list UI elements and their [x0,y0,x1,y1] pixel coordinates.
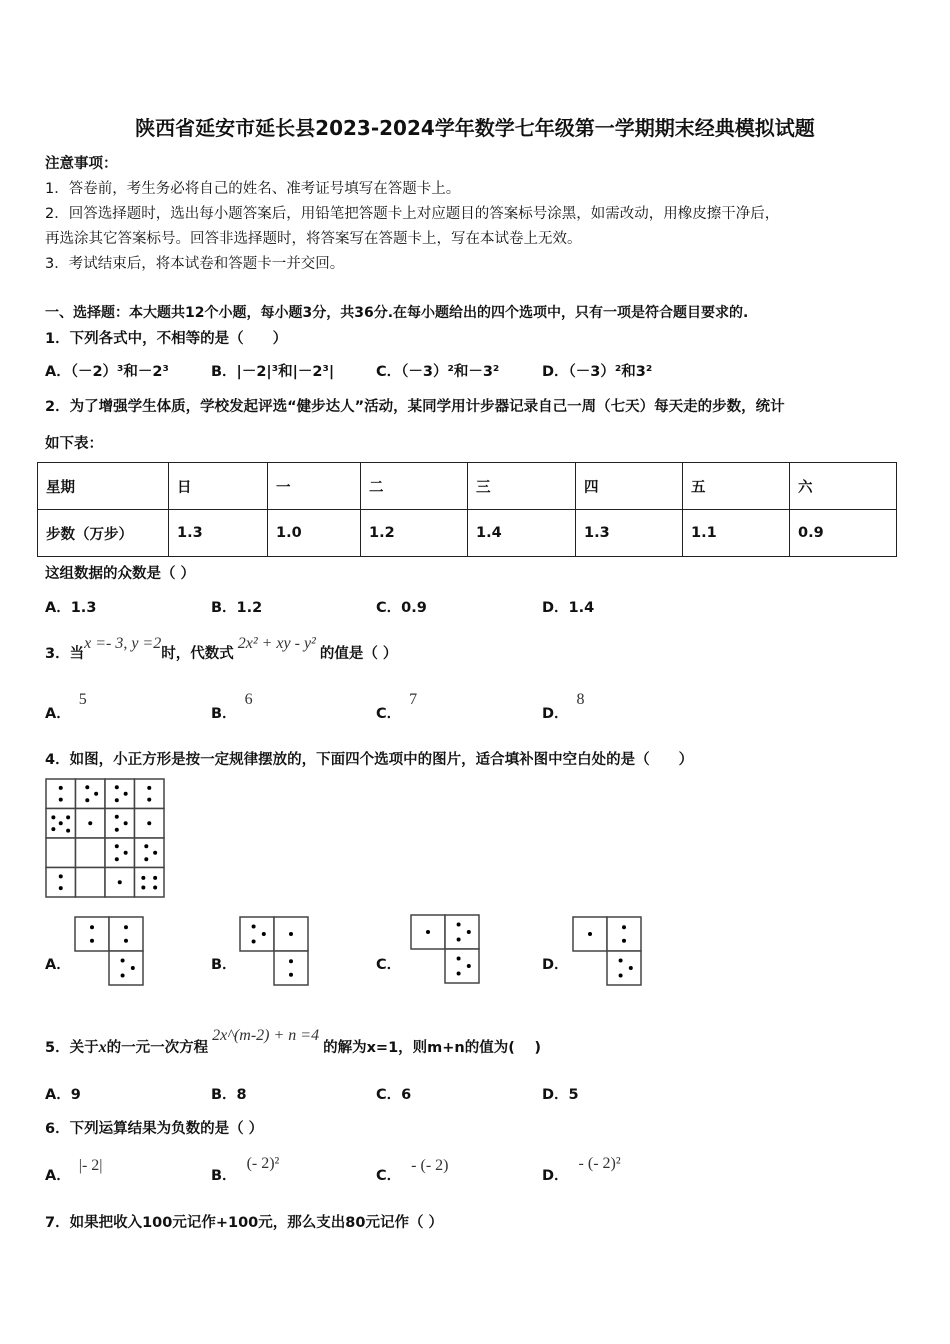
dot-cell [135,868,165,898]
dot [121,973,125,977]
dot [94,792,98,796]
dot [85,798,89,802]
dot-cell [445,949,479,983]
dot-cell [105,838,135,868]
q1-option-b: B．|－2|³和|－2³| [211,364,335,380]
table-cell: 日 [169,463,268,510]
notes-heading: 注意事项： [45,156,118,172]
dot [622,925,626,929]
dot [457,957,461,961]
q4-option-b-figure [239,916,311,988]
dot-cell [105,779,135,809]
q6-option-c: C．- (- 2) [376,1157,449,1184]
q3-mid: 时，代数式 [161,646,234,662]
q2-question: 这组数据的众数是（ ） [45,566,196,582]
q3-suffix: 的值是（ ） [319,646,398,662]
dot [141,876,145,880]
dot [124,792,128,796]
dot [252,939,256,943]
q5-option-a: A．9 [45,1087,81,1103]
dot [457,937,461,941]
dot [124,925,128,929]
dot-cell [109,951,143,985]
table-cell: 步数（万步） [38,510,169,557]
q6-option-b: B．(- 2)² [211,1155,280,1184]
table-cell: 1.0 [268,510,361,557]
q1-option-a: A．（－2）³和－2³ [45,364,169,380]
dot [252,925,256,929]
dot [124,939,128,943]
dot [144,844,148,848]
dot [59,874,63,878]
dot [66,815,70,819]
note-item: 再选涂其它答案标号。回答非选择题时，将答案写在答题卡上，写在本试卷上无效。 [45,231,582,247]
dot [147,821,151,825]
q3-option-b: B．6 [211,691,253,722]
q3-expression: 2x² + xy - y² [237,635,316,652]
q2-option-c: C．0.9 [376,600,427,616]
page-title: 陕西省延安市延长县2023-2024学年数学七年级第一学期期末经典模拟试题 [135,116,815,140]
dot [90,939,94,943]
dot [115,857,119,861]
dot [457,923,461,927]
dot [59,798,63,802]
q6-option-a: A．|- 2| [45,1157,103,1184]
dot [59,821,63,825]
dot [131,966,135,970]
dot-cell [75,917,109,951]
dot [153,876,157,880]
table-cell: 1.2 [361,510,468,557]
dot [88,821,92,825]
table-cell: 1.1 [683,510,790,557]
q5-option-b: B．8 [211,1087,247,1103]
dot [90,925,94,929]
dot-cell [135,779,165,809]
table-row [38,463,897,510]
dot [115,815,119,819]
dot-cell [135,838,165,868]
q7-stem: 7．如果把收入100元记作+100元，那么支出80元记作（ ） [45,1215,443,1231]
q6-stem: 6．下列运算结果为负数的是（ ） [45,1121,264,1137]
q2-option-b: B．1.2 [211,600,263,616]
q3-stem [45,635,398,663]
dot [147,786,151,790]
q4-option-a-label: A． [45,957,71,973]
q4-option-d-figure [572,916,644,988]
q2-option-a: A．1.3 [45,600,97,616]
q2-stem-cont: 如下表： [45,436,103,452]
table-cell: 1.3 [169,510,268,557]
table-cell: 0.9 [790,510,897,557]
dot-cell [109,917,143,951]
dot [629,966,633,970]
dot [51,827,55,831]
q4-option-d-label: D． [542,957,569,973]
q1-stem: 1．下列各式中，不相等的是（ ） [45,331,288,347]
dot-cell [607,951,641,985]
q5-stem: 5．关于x的一元一次方程2x^(m-2) + n =4的解为x=1，则m+n的值为( ) [45,1027,542,1056]
dot-cell [105,809,135,839]
table-cell: 星期 [38,463,169,510]
table-row [38,510,897,557]
dot [115,828,119,832]
q3-prefix: 3．当 [45,646,85,662]
q1-option-d: D．（－3）²和3² [542,364,653,380]
dot [124,821,128,825]
table-cell: 二 [361,463,468,510]
dot-cell [76,779,106,809]
dot [588,932,592,936]
dot-cell [76,838,106,868]
table-cell: 一 [268,463,361,510]
dot [467,964,471,968]
dot [66,829,70,833]
table-cell: 1.3 [576,510,683,557]
dot [115,844,119,848]
q4-option-b-label: B． [211,957,237,973]
dot [262,932,266,936]
dot-cell [76,868,106,898]
dot [153,886,157,890]
note-item: 3．考试结束后，将本试卷和答题卡一并交回。 [45,256,345,272]
dot-cell [274,951,308,985]
dot [141,886,145,890]
dot [289,973,293,977]
q3-condition: x =- 3, y =2 [84,635,162,652]
note-item: 2．回答选择题时，选出每小题答案后，用铅笔把答题卡上对应题目的答案标号涂黑，如需改动，用橡皮擦干净后， [45,206,780,222]
table-cell: 三 [468,463,576,510]
q4-option-a-figure [74,916,146,988]
dot [124,851,128,855]
q6-option-d: D．- (- 2)² [542,1155,621,1184]
dot [289,932,293,936]
steps-table [37,462,897,557]
dot [59,786,63,790]
table-cell: 六 [790,463,897,510]
dot-cell [445,915,479,949]
q5-option-c: C．6 [376,1087,412,1103]
dot [147,798,151,802]
q2-stem: 2．为了增强学生体质，学校发起评选“健步达人”活动，某同学用计步器记录自己一周（七天）每天走的步数，统计 [45,399,785,415]
q4-option-c-figure [410,914,482,986]
dot [426,930,430,934]
table-cell: 1.4 [468,510,576,557]
table-cell: 五 [683,463,790,510]
dot [153,851,157,855]
dot [115,798,119,802]
dot [457,971,461,975]
q4-option-c-label: C． [376,957,402,973]
section-heading: 一、选择题：本大题共12个小题，每小题3分，共36分.在每小题给出的四个选项中，只有一项是符合题目要求的. [45,305,749,321]
dot [619,959,623,963]
dot-cell [46,868,76,898]
q1-option-c: C．（－3）²和－3² [376,364,500,380]
note-item: 1．答卷前，考生务必将自己的姓名、准考证号填写在答题卡上。 [45,181,461,197]
dot-cell [46,779,76,809]
table-cell: 四 [576,463,683,510]
dot [622,939,626,943]
q3-option-c: C．7 [376,691,418,722]
q5-option-d: D．5 [542,1087,579,1103]
dot-cell [240,917,274,951]
dot [121,959,125,963]
q3-option-d: D．8 [542,691,585,722]
q2-option-d: D．1.4 [542,600,595,616]
q5-equation: 2x^(m-2) + n =4 [212,1027,320,1044]
dot [59,886,63,890]
dot [289,959,293,963]
dot [115,785,119,789]
dot [144,857,148,861]
dot [118,880,122,884]
dot [51,815,55,819]
dot-cell [46,838,76,868]
dot [467,930,471,934]
q4-pattern-grid [45,778,165,898]
q3-option-a: A．5 [45,691,87,722]
dot [85,785,89,789]
dot [619,973,623,977]
q4-stem: 4．如图，小正方形是按一定规律摆放的，下面四个选项中的图片，适合填补图中空白处的是（ ） [45,752,694,768]
dot-cell [607,917,641,951]
